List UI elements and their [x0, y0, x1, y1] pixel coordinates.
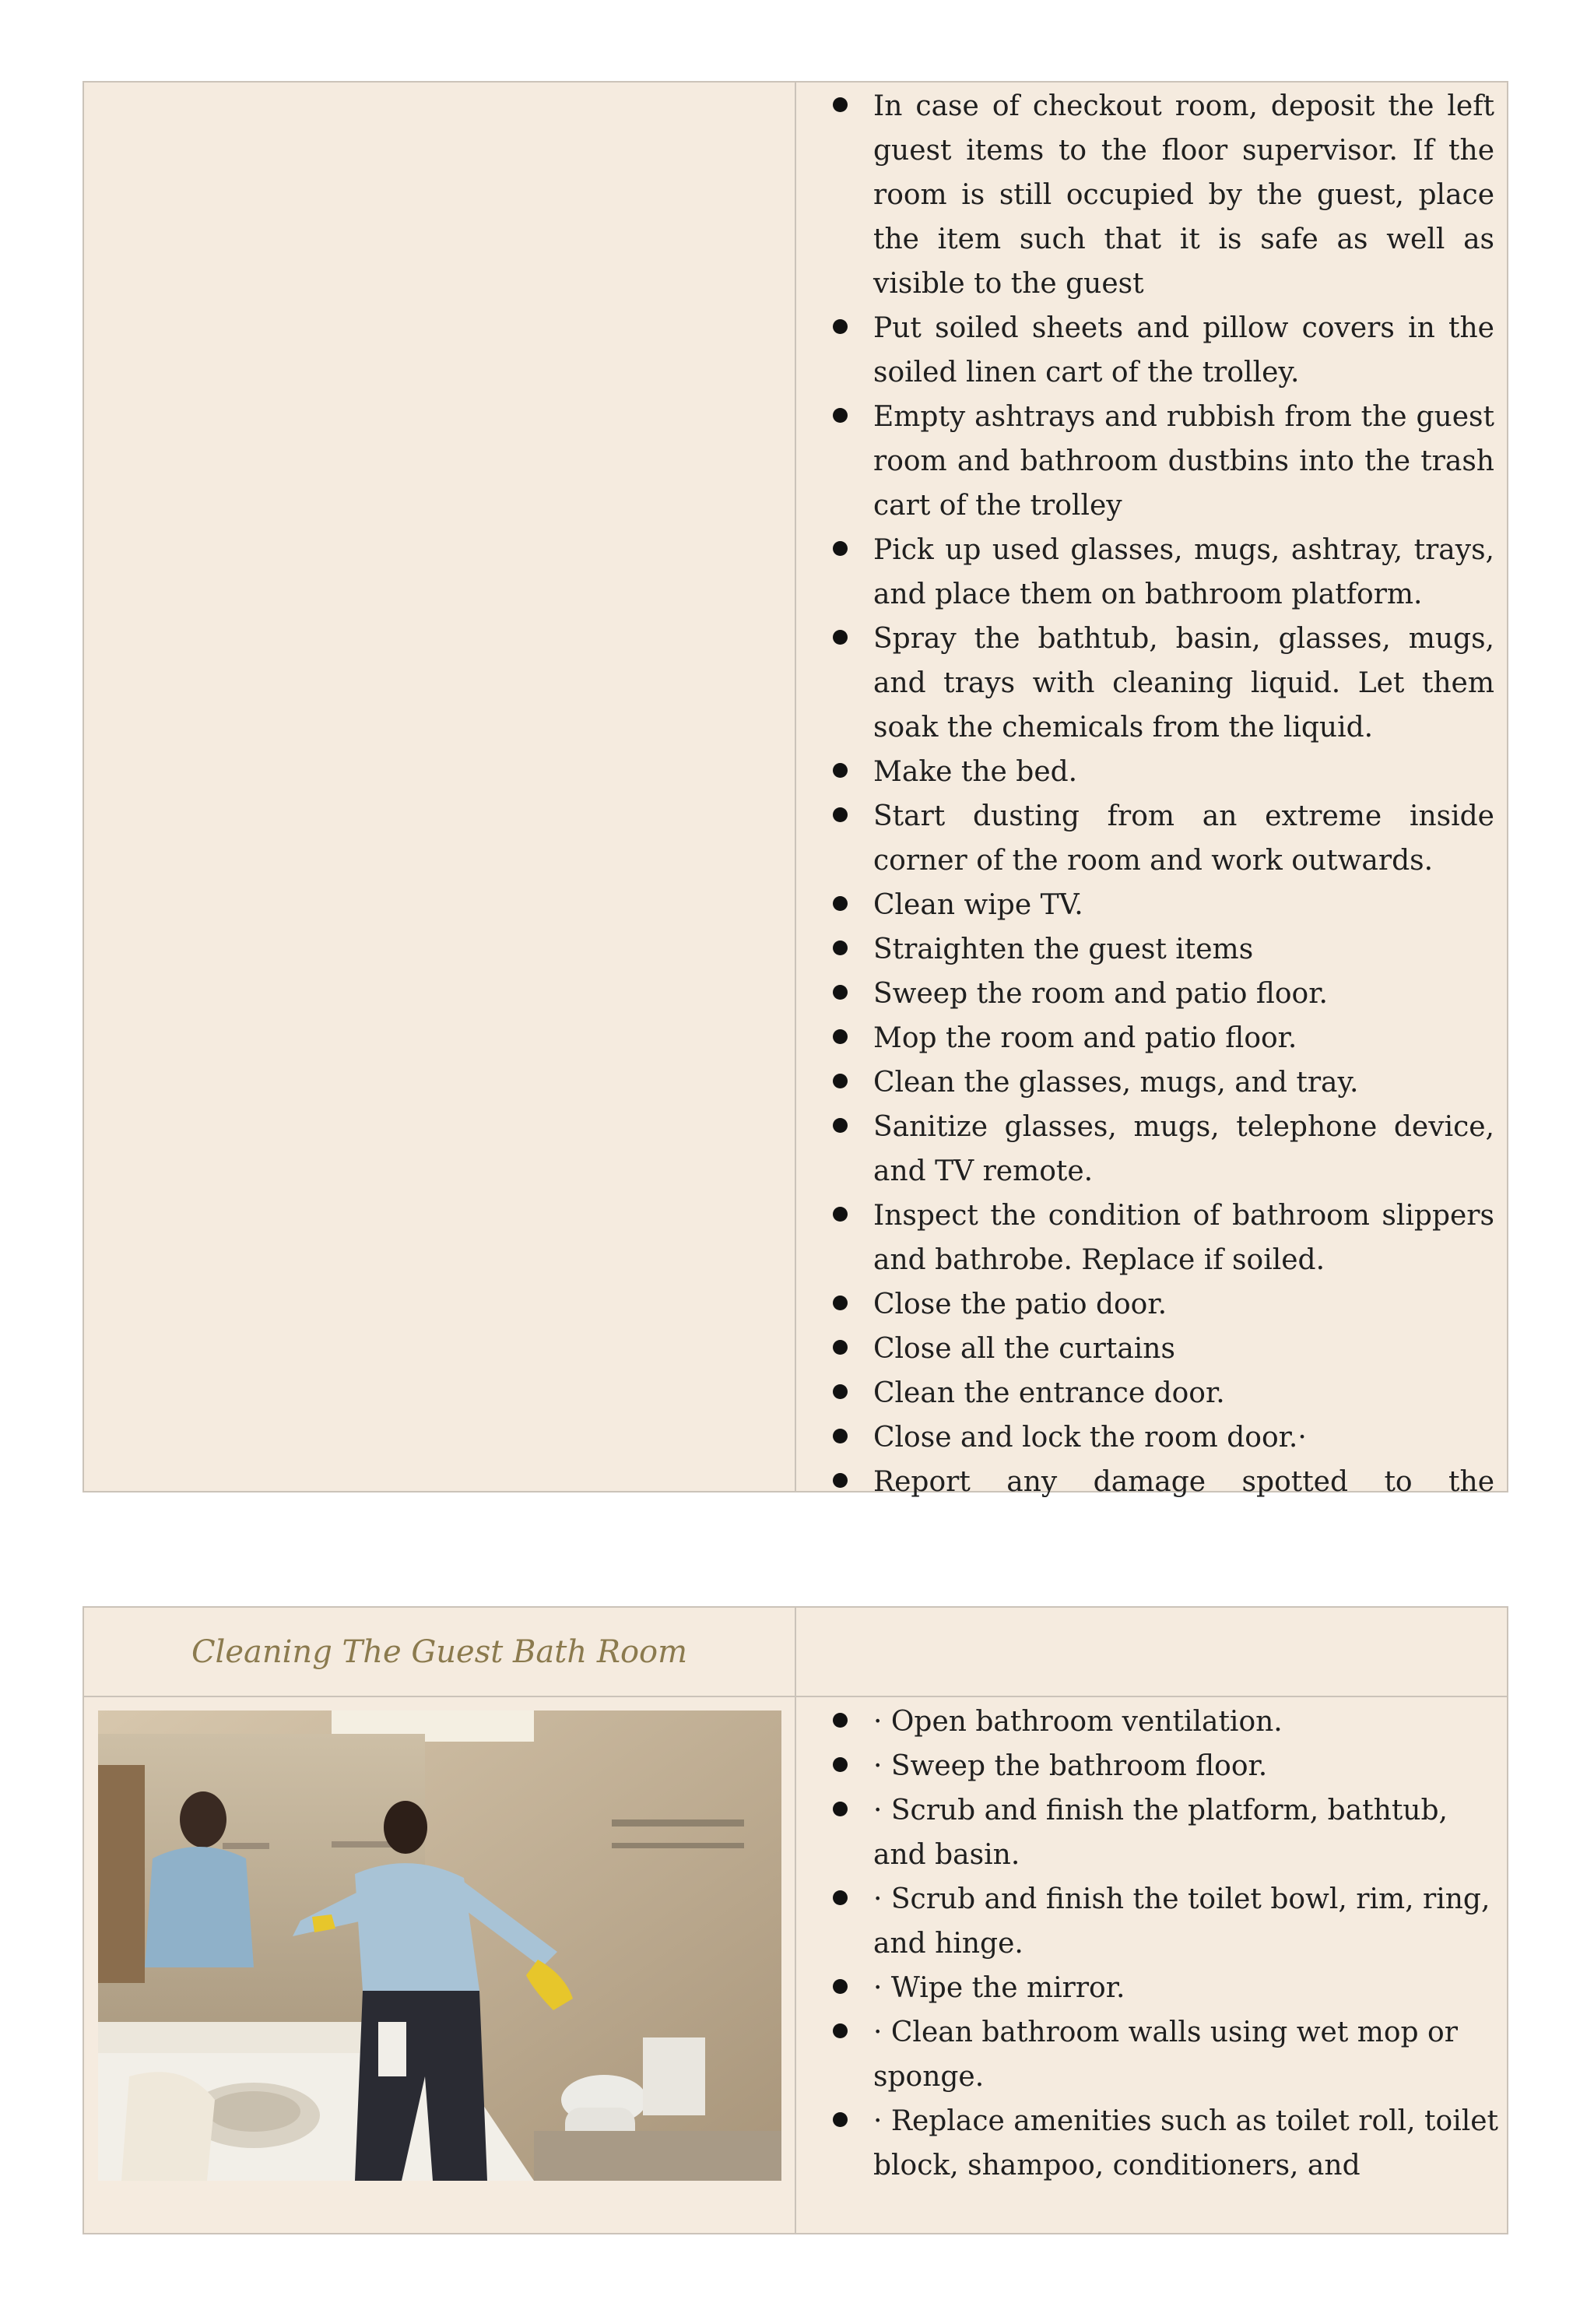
step-text: Spray the bathtub, basin, glasses, mugs, and trays with cleaning liquid. Let them soak the chemicals from the liquid.: [873, 623, 1494, 744]
step-text: Close all the curtains: [873, 1333, 1175, 1365]
list-item: [833, 1282, 1494, 1327]
list-item: [833, 1327, 1494, 1371]
list-item: [833, 84, 1494, 306]
list-item: [833, 2099, 1498, 2188]
list-item: [833, 1744, 1498, 1788]
bullet-icon: [833, 319, 848, 334]
list-item: [833, 750, 1494, 794]
bullet-icon: [833, 807, 848, 822]
list-item: [833, 1877, 1498, 1966]
list-item: [833, 794, 1494, 883]
bullet-icon: [833, 97, 848, 112]
step-text: · Open bathroom ventilation.: [873, 1706, 1283, 1738]
step-text: Close the patio door.: [873, 1289, 1167, 1320]
step-text: Start dusting from an extreme inside corner of the room and work outwards.: [873, 800, 1494, 877]
room-cleaning-steps: [833, 84, 1494, 1504]
step-text: Close and lock the room door.·: [873, 1422, 1307, 1454]
step-text: · Sweep the bathroom floor.: [873, 1750, 1268, 1782]
step-text: Empty ashtrays and rubbish from the guest room and bathroom dustbins into the trash cart of the trolley: [873, 401, 1494, 522]
bullet-icon: [833, 408, 848, 423]
column-divider: [795, 83, 796, 1491]
bullet-icon: [833, 2112, 848, 2127]
bullet-icon: [833, 1340, 848, 1355]
step-text: Straighten the guest items: [873, 933, 1254, 965]
step-text: Report any damage spotted to the: [873, 1466, 1494, 1498]
step-text: Clean the glasses, mugs, and tray.: [873, 1067, 1359, 1099]
list-item: [833, 1788, 1498, 1877]
bullet-icon: [833, 1029, 848, 1044]
bullet-icon: [833, 1757, 848, 1772]
list-item: [833, 927, 1494, 972]
bullet-icon: [833, 1118, 848, 1133]
bullet-icon: [833, 630, 848, 645]
bullet-icon: [833, 1207, 848, 1222]
list-item: [833, 1105, 1494, 1194]
bathroom-cleaning-table: [83, 1606, 1508, 2234]
bathroom-cleaning-steps: [833, 1700, 1498, 2188]
list-item: [833, 306, 1494, 395]
bullet-icon: [833, 1473, 848, 1488]
section-title: Cleaning The Guest Bath Room: [191, 1633, 688, 1670]
step-text: Pick up used glasses, mugs, ashtray, trays, and place them on bathroom platform.: [873, 534, 1494, 610]
list-item: [833, 1371, 1494, 1415]
step-text: Make the bed.: [873, 756, 1078, 788]
list-item: [833, 2010, 1498, 2099]
list-item: [833, 1016, 1494, 1060]
bullet-icon: [833, 763, 848, 778]
bullet-icon: [833, 1384, 848, 1399]
list-item: [833, 528, 1494, 617]
bathroom-cleaning-photo: [98, 1710, 781, 2181]
step-text: In case of checkout room, deposit the left guest items to the floor supervisor. If the room is still occupied by the guest, place the item such that it is safe as well as visible to the guest: [873, 90, 1494, 300]
step-text: · Scrub and finish the platform, bathtub, and basin.: [873, 1795, 1448, 1871]
step-text: · Replace amenities such as toilet roll, toilet block, shampoo, conditioners, and: [873, 2105, 1498, 2182]
bullet-icon: [833, 1802, 848, 1816]
step-text: Sweep the room and patio floor.: [873, 978, 1328, 1010]
step-text: Mop the room and patio floor.: [873, 1022, 1297, 1054]
list-item: [833, 883, 1494, 927]
step-text: Put soiled sheets and pillow covers in the soiled linen cart of the trolley.: [873, 312, 1494, 389]
bullet-icon: [833, 541, 848, 556]
column-divider: [795, 1608, 796, 2233]
bullet-icon: [833, 1979, 848, 1994]
bullet-icon: [833, 940, 848, 955]
step-text: Inspect the condition of bathroom slippers and bathrobe. Replace if soiled.: [873, 1200, 1494, 1276]
bullet-icon: [833, 1296, 848, 1310]
bullet-icon: [833, 896, 848, 911]
list-item: [833, 395, 1494, 528]
list-item: [833, 1700, 1498, 1744]
bullet-icon: [833, 1074, 848, 1088]
list-item: [833, 1194, 1494, 1282]
list-item: [833, 1966, 1498, 2010]
bullet-icon: [833, 1429, 848, 1443]
step-text: Clean the entrance door.: [873, 1377, 1225, 1409]
photo-illustration: [98, 1710, 781, 2181]
list-item: [833, 1415, 1494, 1460]
step-text: · Scrub and finish the toilet bowl, rim, ring, and hinge.: [873, 1883, 1490, 1960]
bullet-icon: [833, 985, 848, 1000]
step-text: Sanitize glasses, mugs, telephone device, and TV remote.: [873, 1111, 1494, 1187]
step-text: · Wipe the mirror.: [873, 1972, 1125, 2004]
bullet-icon: [833, 1713, 848, 1728]
list-item: [833, 972, 1494, 1016]
bullet-icon: [833, 1890, 848, 1905]
room-cleaning-table: [83, 81, 1508, 1498]
step-text: · Clean bathroom walls using wet mop or sponge.: [873, 2016, 1458, 2093]
bullet-icon: [833, 2023, 848, 2038]
list-item: [833, 617, 1494, 750]
step-text: Clean wipe TV.: [873, 889, 1083, 921]
list-item: [833, 1060, 1494, 1105]
list-item: [833, 1460, 1494, 1504]
